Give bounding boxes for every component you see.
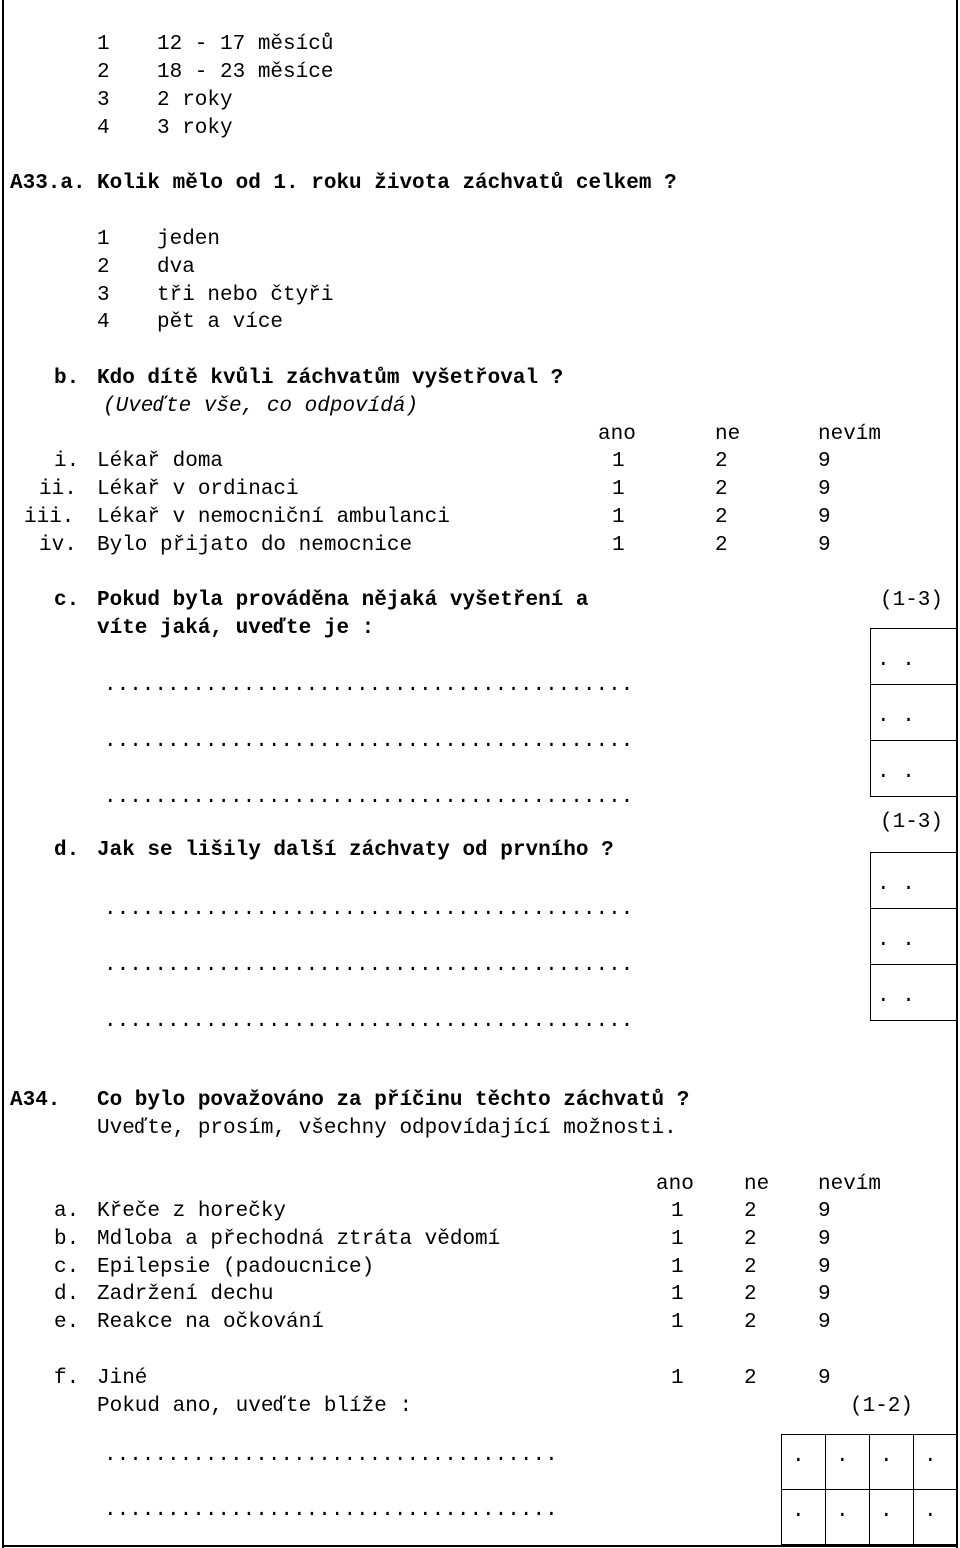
column-header-dontknow: nevím: [818, 423, 882, 446]
coding-cell[interactable]: [913, 1489, 958, 1545]
option-label: 18 - 23 měsíce: [157, 61, 334, 84]
page-border-left: [2, 0, 4, 1548]
option-code: 3: [97, 89, 110, 112]
option-code: 2: [97, 61, 110, 84]
answer-line[interactable]: ....................................: [104, 1444, 558, 1467]
answer-code-dontknow[interactable]: 9: [818, 534, 831, 557]
row-label: Zadržení dechu: [97, 1283, 274, 1306]
question-number-a34: A34.: [10, 1089, 61, 1112]
answer-code-no[interactable]: 2: [744, 1200, 757, 1223]
row-number: iv.: [39, 534, 77, 557]
answer-line[interactable]: ..........................................: [104, 786, 634, 809]
coding-box[interactable]: [870, 684, 958, 741]
row-letter: c.: [54, 1256, 80, 1279]
row-label: Reakce na očkování: [97, 1311, 324, 1334]
row-letter: e.: [54, 1311, 80, 1334]
answer-code-yes[interactable]: 1: [671, 1200, 684, 1223]
question-hint: (Uveďte vše, co odpovídá): [103, 395, 419, 418]
subquestion-letter: b.: [54, 367, 80, 390]
answer-line[interactable]: ....................................: [104, 1499, 558, 1522]
answer-code-dontknow[interactable]: 9: [818, 1367, 831, 1390]
code-range: (1-2): [850, 1395, 914, 1418]
answer-code-no[interactable]: 2: [744, 1367, 757, 1390]
subquestion-letter: c.: [54, 589, 80, 612]
coding-cell[interactable]: [825, 1489, 870, 1545]
coding-box-dots: . .: [877, 873, 915, 896]
option-code: 4: [97, 117, 110, 140]
answer-line[interactable]: ..........................................: [104, 954, 634, 977]
coding-cell[interactable]: [781, 1434, 826, 1490]
option-label: jeden: [157, 228, 221, 251]
question-a33b: Kdo dítě kvůli záchvatům vyšetřoval ?: [97, 367, 564, 390]
coding-box-dots: . .: [877, 985, 915, 1008]
coding-cell[interactable]: [869, 1434, 914, 1490]
coding-cell[interactable]: [781, 1489, 826, 1545]
coding-cell-dot: .: [880, 1500, 893, 1523]
option-label: 12 - 17 měsíců: [157, 33, 334, 56]
row-label: Lékař doma: [97, 450, 224, 473]
answer-code-yes[interactable]: 1: [671, 1228, 684, 1251]
coding-box[interactable]: [870, 852, 958, 909]
row-letter: d.: [54, 1283, 80, 1306]
coding-box[interactable]: [870, 908, 958, 965]
option-code: 4: [97, 311, 110, 334]
row-number: i.: [54, 450, 80, 473]
row-number: ii.: [39, 478, 77, 501]
coding-cell-dot: .: [792, 1445, 805, 1468]
row-label: Mdloba a přechodná ztráta vědomí: [97, 1228, 501, 1251]
coding-cell-dot: .: [792, 1500, 805, 1523]
answer-code-dontknow[interactable]: 9: [818, 1200, 831, 1223]
specify-prompt: Pokud ano, uveďte blíže :: [97, 1395, 413, 1418]
coding-cell-dot: .: [924, 1500, 937, 1523]
row-label: Jiné: [97, 1367, 148, 1390]
row-letter: b.: [54, 1228, 80, 1251]
option-label: tři nebo čtyři: [157, 284, 334, 307]
answer-line[interactable]: ..........................................: [104, 674, 634, 697]
question-a33c-line1: Pokud byla prováděna nějaká vyšetření a: [97, 589, 589, 612]
question-a33a: Kolik mělo od 1. roku života záchvatů celkem ?: [97, 172, 677, 195]
answer-code-yes[interactable]: 1: [612, 478, 625, 501]
row-label: Bylo přijato do nemocnice: [97, 534, 413, 557]
answer-code-yes[interactable]: 1: [612, 450, 625, 473]
answer-code-yes[interactable]: 1: [671, 1367, 684, 1390]
answer-code-dontknow[interactable]: 9: [818, 478, 831, 501]
answer-code-dontknow[interactable]: 9: [818, 1311, 831, 1334]
coding-cell[interactable]: [913, 1434, 958, 1490]
coding-cell[interactable]: [825, 1434, 870, 1490]
option-label: 3 roky: [157, 117, 233, 140]
question-a34: Co bylo považováno za příčinu těchto záchvatů ?: [97, 1089, 690, 1112]
code-range: (1-3): [880, 589, 944, 612]
question-a33d: Jak se lišily další záchvaty od prvního ?: [97, 839, 614, 862]
column-header-yes: ano: [598, 423, 636, 446]
coding-box-dots: . .: [877, 761, 915, 784]
row-letter: f.: [54, 1367, 80, 1390]
option-code: 2: [97, 256, 110, 279]
answer-code-dontknow[interactable]: 9: [818, 1256, 831, 1279]
option-code: 1: [97, 33, 110, 56]
column-header-no: ne: [744, 1173, 770, 1196]
question-a33c-line2: víte jaká, uveďte je :: [97, 617, 375, 640]
answer-code-yes[interactable]: 1: [612, 506, 625, 529]
row-label: Lékař v nemocniční ambulanci: [97, 506, 450, 529]
option-label: pět a více: [157, 311, 284, 334]
subquestion-letter: d.: [54, 839, 80, 862]
answer-code-no[interactable]: 2: [715, 534, 728, 557]
answer-line[interactable]: ..........................................: [104, 730, 634, 753]
answer-code-yes[interactable]: 1: [671, 1311, 684, 1334]
answer-code-dontknow[interactable]: 9: [818, 1228, 831, 1251]
coding-cell-dot: .: [836, 1500, 849, 1523]
answer-code-yes[interactable]: 1: [612, 534, 625, 557]
answer-line[interactable]: ..........................................: [104, 1010, 634, 1033]
coding-cell[interactable]: [869, 1489, 914, 1545]
answer-code-yes[interactable]: 1: [671, 1256, 684, 1279]
question-number-a33: A33.a.: [10, 172, 86, 195]
column-header-dontknow: nevím: [818, 1173, 882, 1196]
coding-cell-dot: .: [880, 1445, 893, 1468]
column-header-no: ne: [715, 423, 741, 446]
answer-code-dontknow[interactable]: 9: [818, 506, 831, 529]
answer-code-yes[interactable]: 1: [671, 1283, 684, 1306]
coding-box-dots: . .: [877, 649, 915, 672]
answer-code-dontknow[interactable]: 9: [818, 450, 831, 473]
option-code: 1: [97, 228, 110, 251]
row-label: Křeče z horečky: [97, 1200, 287, 1223]
answer-code-no[interactable]: 2: [744, 1228, 757, 1251]
coding-box[interactable]: [870, 628, 958, 685]
answer-code-dontknow[interactable]: 9: [818, 1283, 831, 1306]
option-code: 3: [97, 284, 110, 307]
coding-box-dots: . .: [877, 929, 915, 952]
question-instruction: Uveďte, prosím, všechny odpovídající možnosti.: [97, 1117, 677, 1140]
answer-code-no[interactable]: 2: [744, 1283, 757, 1306]
code-range: (1-3): [880, 811, 944, 834]
coding-cell-dot: .: [924, 1445, 937, 1468]
answer-code-no[interactable]: 2: [744, 1256, 757, 1279]
row-label: Epilepsie (padoucnice): [97, 1256, 375, 1279]
column-header-yes: ano: [656, 1173, 694, 1196]
page-border-bottom: [2, 1545, 958, 1547]
option-label: dva: [157, 256, 195, 279]
answer-code-no[interactable]: 2: [715, 506, 728, 529]
answer-code-no[interactable]: 2: [715, 450, 728, 473]
coding-box-dots: . .: [877, 705, 915, 728]
row-label: Lékař v ordinaci: [97, 478, 299, 501]
answer-code-no[interactable]: 2: [744, 1311, 757, 1334]
coding-box[interactable]: [870, 740, 958, 797]
answer-line[interactable]: ..........................................: [104, 898, 634, 921]
row-letter: a.: [54, 1200, 80, 1223]
row-number: iii.: [24, 506, 75, 529]
coding-cell-dot: .: [836, 1445, 849, 1468]
coding-box[interactable]: [870, 964, 958, 1021]
option-label: 2 roky: [157, 89, 233, 112]
answer-code-no[interactable]: 2: [715, 478, 728, 501]
